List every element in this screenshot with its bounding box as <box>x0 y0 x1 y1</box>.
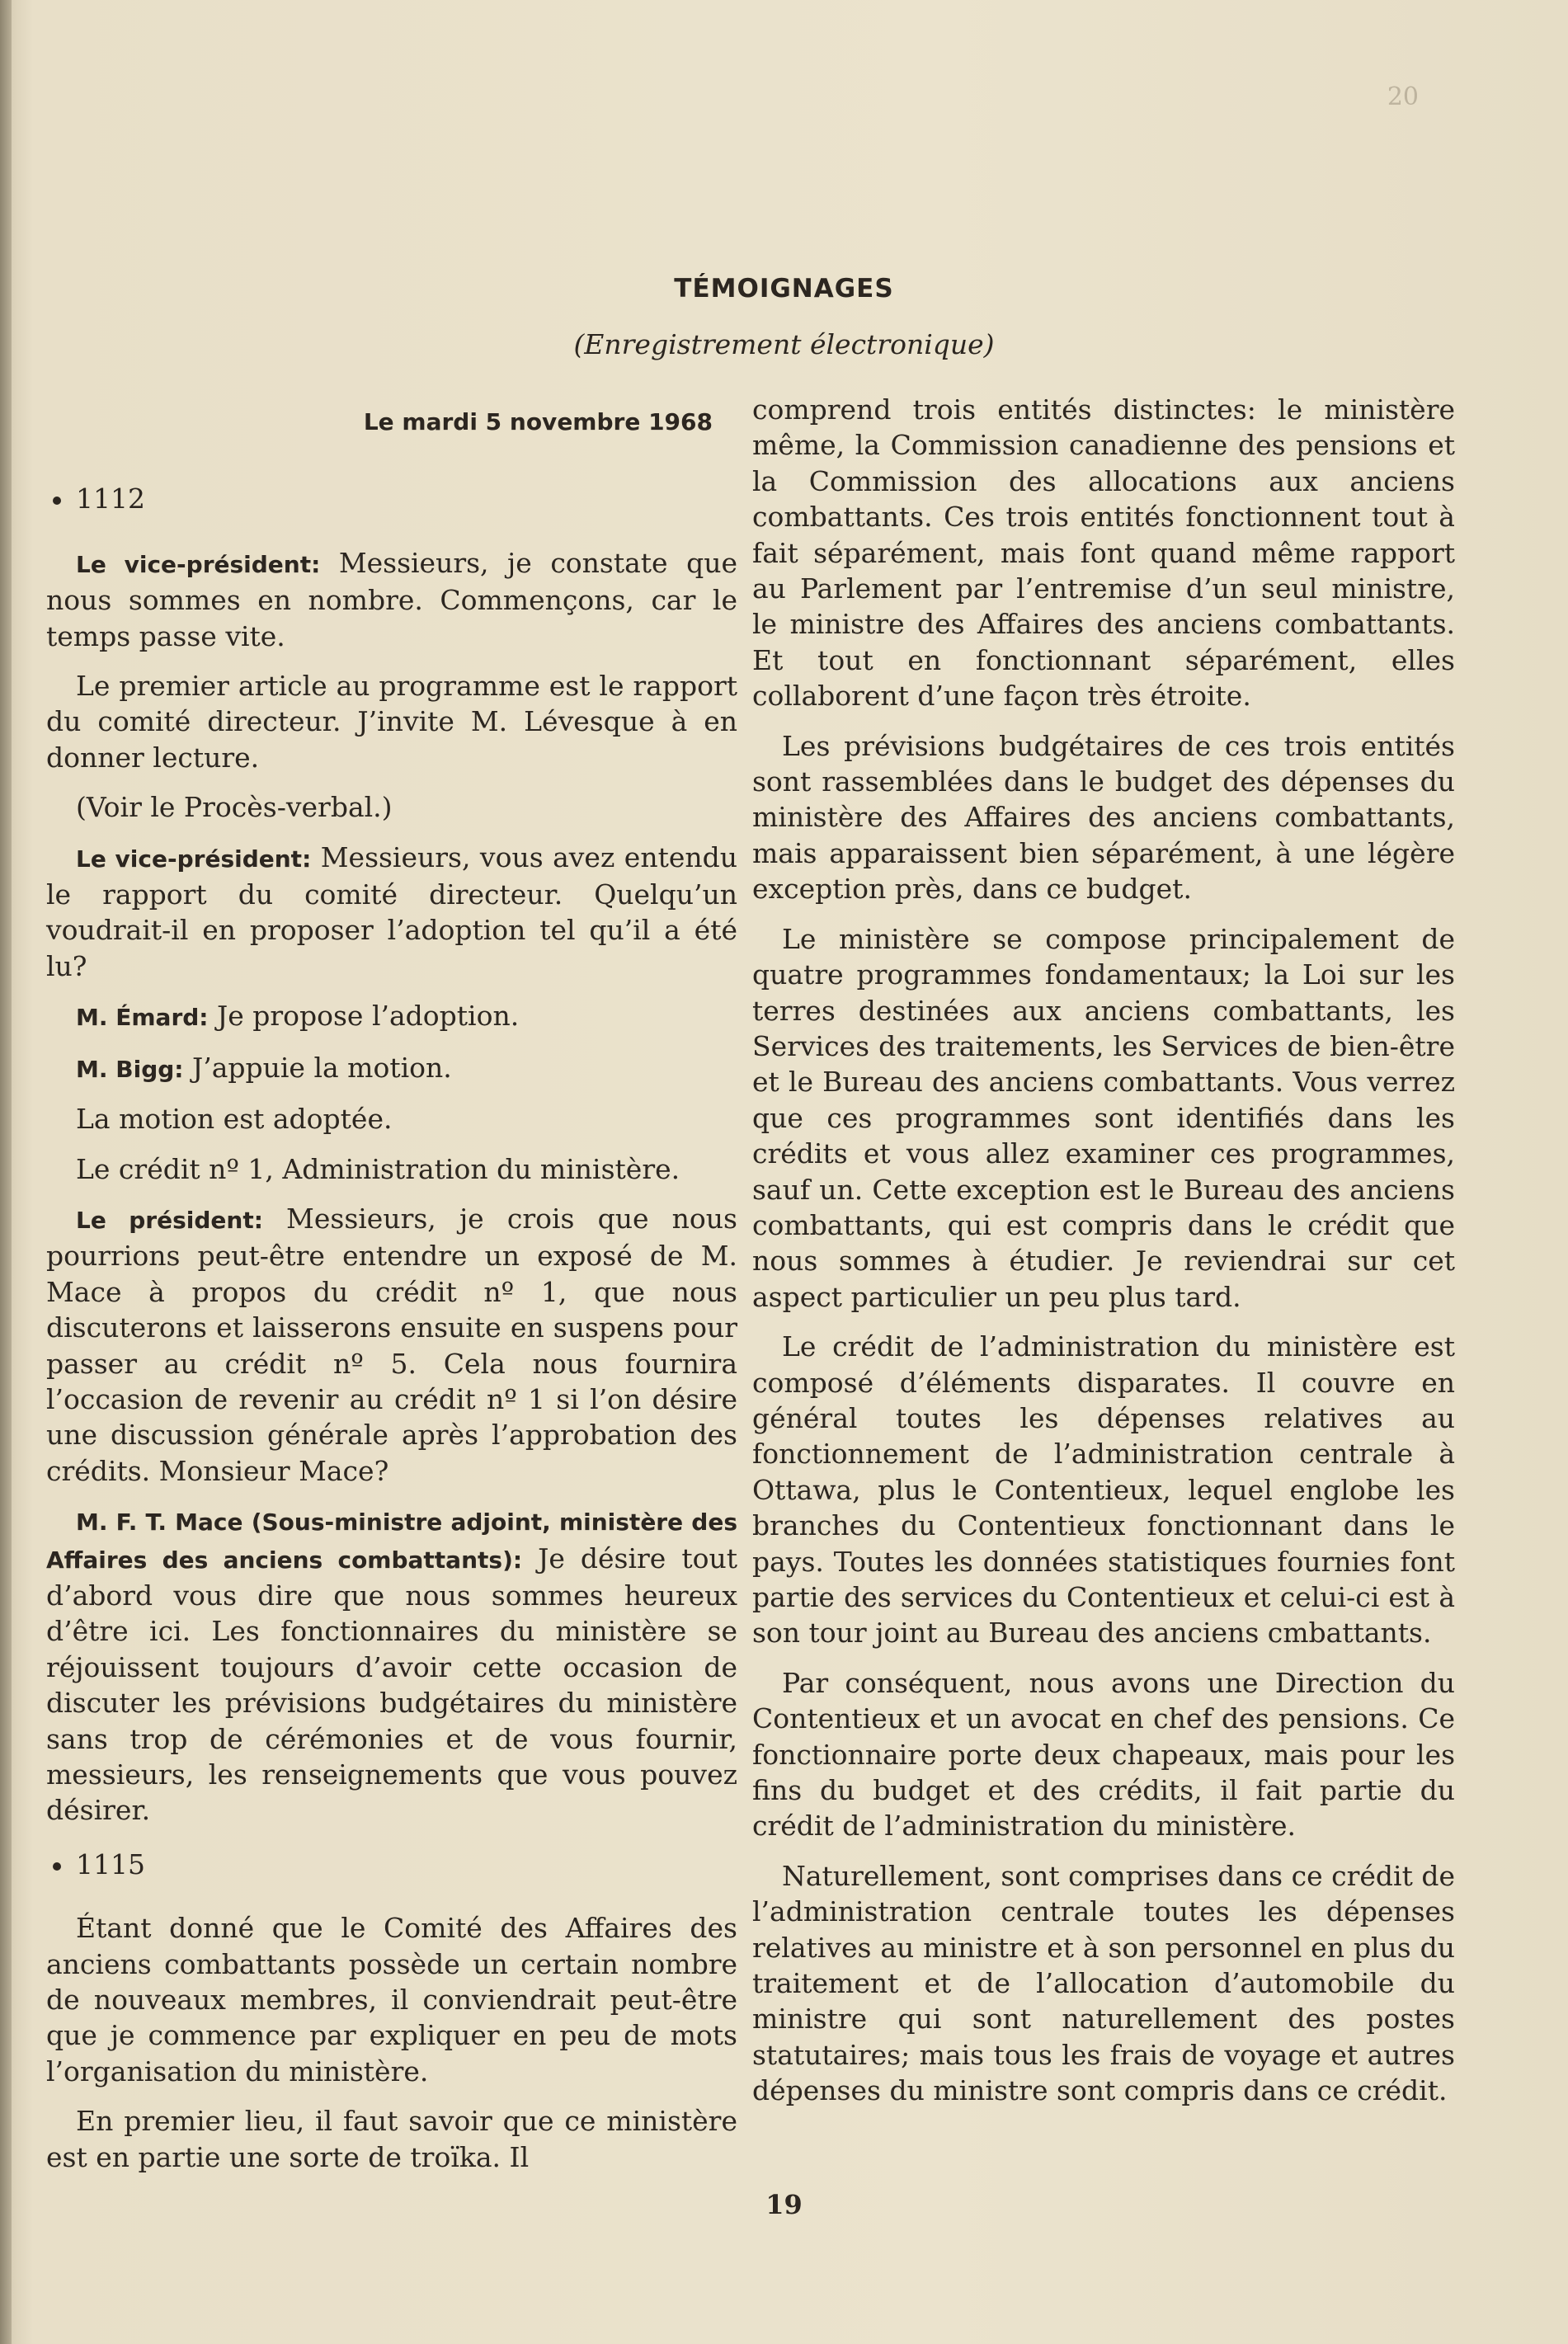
paragraph: (Voir le Procès-verbal.) <box>76 791 393 824</box>
paragraph: Étant donné que le Comité des Affaires des anciens combattants possède un certain nombre de nouveaux membres, il conviendrait peut-être que je commence par expliquer en peu de mots l’organisation du ministère. <box>46 1912 737 2087</box>
paragraph: Le vice-président: Messieurs, vous avez entendu le rapport du comité directeur. Quelqu’un voudrait-il en proposer l’adoption tel qu’il a été lu? <box>46 840 738 982</box>
paragraph: M. Émard: Je propose l’adoption. <box>76 1000 520 1033</box>
section-heading: TÉMOIGNAGES <box>674 274 894 304</box>
paragraph: Les prévisions budgétaires de ces trois entités sont rassemblées dans le budget des dépenses du ministère des Affaires des anciens combattants, mais apparaissent bien séparément, à une légère exception près, dans ce budget. <box>752 729 1455 906</box>
speaker-name: Le vice-président: <box>76 845 312 873</box>
speaker-name: Le président: <box>76 1206 263 1234</box>
speaker-name: M. Bigg: <box>76 1055 184 1083</box>
speaker-name: M. F. T. Mace (Sous-ministre adjoint, ministère des Affaires des anciens combattants): <box>46 1509 737 1574</box>
bullet-icon <box>53 497 61 505</box>
right-column <box>752 392 1455 2123</box>
paragraph: Le président: Messieurs, je crois que nous pourrions peut-être entendre un exposé de M. Mace à propos du crédit nº 1, que nous discuterons et laisserons ensuite en suspens pour passer au crédit nº 5. Cela nous fournira l’occasion de revenir au crédit nº 1 si l’on désire une discussion générale après l’approbation des crédits. Monsieur Mace? <box>46 1202 737 1487</box>
time-marker: 1115 <box>46 1847 737 1882</box>
paragraph: M. F. T. Mace (Sous-ministre adjoint, ministère des Affaires des anciens combattants): Je désire tout d’abord vous dire que nous sommes heureux d’être ici. Les fonctionnaires du ministère se réjouissent toujours d’avoir cette occasion de discuter les prévisions budgétaires du ministère sans trop de cérémonies et de vous fournir, messieurs, les renseignements que vous pouvez désirer. <box>46 1509 737 1827</box>
paragraph: Le crédit nº 1, Administration du ministère. <box>76 1152 680 1185</box>
section-subheading: (Enregistrement électronique) <box>573 328 995 360</box>
sitting-date: Le mardi 5 novembre 1968 <box>363 408 713 435</box>
paragraph: Le vice-président: Messieurs, je constate que nous sommes en nombre. Commençons, car le temps passe vite. <box>46 546 737 652</box>
paragraph: Par conséquent, nous avons une Direction du Contentieux et un avocat en chef des pensions. Ce fonctionnaire porte deux chapeaux, mais pour les fins du budget et des crédits, il fait partie du crédit de l’administration du ministère. <box>752 1666 1455 1843</box>
left-column <box>46 396 737 2189</box>
paragraph: Le crédit de l’administration du ministère est composé d’éléments disparates. Il couvre en général toutes les dépenses relatives au fonctionnement de l’administration centrale à Ottawa, plus le Contentieux, lequel englobe les branches du Contentieux fonctionnant dans le pays. Toutes les données statistiques fournies font partie des services du Contentieux et celui-ci est à son tour joint au Bureau des anciens cmbattants. <box>752 1330 1455 1650</box>
speaker-name: Le vice-président: <box>76 550 321 578</box>
paragraph: Le premier article au programme est le rapport du comité directeur. J’invite M. Lévesque à en donner lecture. <box>46 670 737 774</box>
paragraph: Naturellement, sont comprises dans ce crédit de l’administration centrale toutes les dépenses relatives au ministre et à son personnel en plus du traitement et de l’allocation d’automobile du ministre qui sont naturellement des postes statutaires; mais tous les frais de voyage et autres dépenses du ministre sont compris dans ce crédit. <box>752 1859 1455 2107</box>
time-marker: 1112 <box>46 481 737 516</box>
bullet-icon <box>53 1862 61 1871</box>
running-head-page-number: 20 <box>1387 82 1419 111</box>
page-number: 19 <box>765 2189 803 2220</box>
paragraph: comprend trois entités distinctes: le ministère même, la Commission canadienne des pensions et la Commission des allocations aux anciens combattants. Ces trois entités fonctionnent tout à fait séparément, mais font quand même rapport au Parlement par l’entremise d’un seul ministre, le ministre des Affaires des anciens combattants. Et tout en fonctionnant séparément, elles collaborent d’une façon très étroite. <box>752 393 1455 713</box>
speaker-name: M. Émard: <box>76 1004 209 1032</box>
paragraph: Le ministère se compose principalement de quatre programmes fondamentaux; la Loi sur les terres destinées aux anciens combattants, les Services des traitements, les Services de bien-être et le Bureau des anciens combattants. Vous verrez que ces programmes sont identifiés dans les crédits et vous allez examiner ces programmes, sauf un. Cette exception est le Bureau des anciens combattants, qui est compris dans le crédit que nous sommes à étudier. Je reviendrai sur cet aspect particulier un peu plus tard. <box>752 922 1455 1313</box>
paragraph: En premier lieu, il faut savoir que ce ministère est en partie une sorte de troïka. Il <box>46 2105 737 2173</box>
paragraph: M. Bigg: J’appuie la motion. <box>76 1051 452 1084</box>
paragraph: La motion est adoptée. <box>76 1103 393 1136</box>
